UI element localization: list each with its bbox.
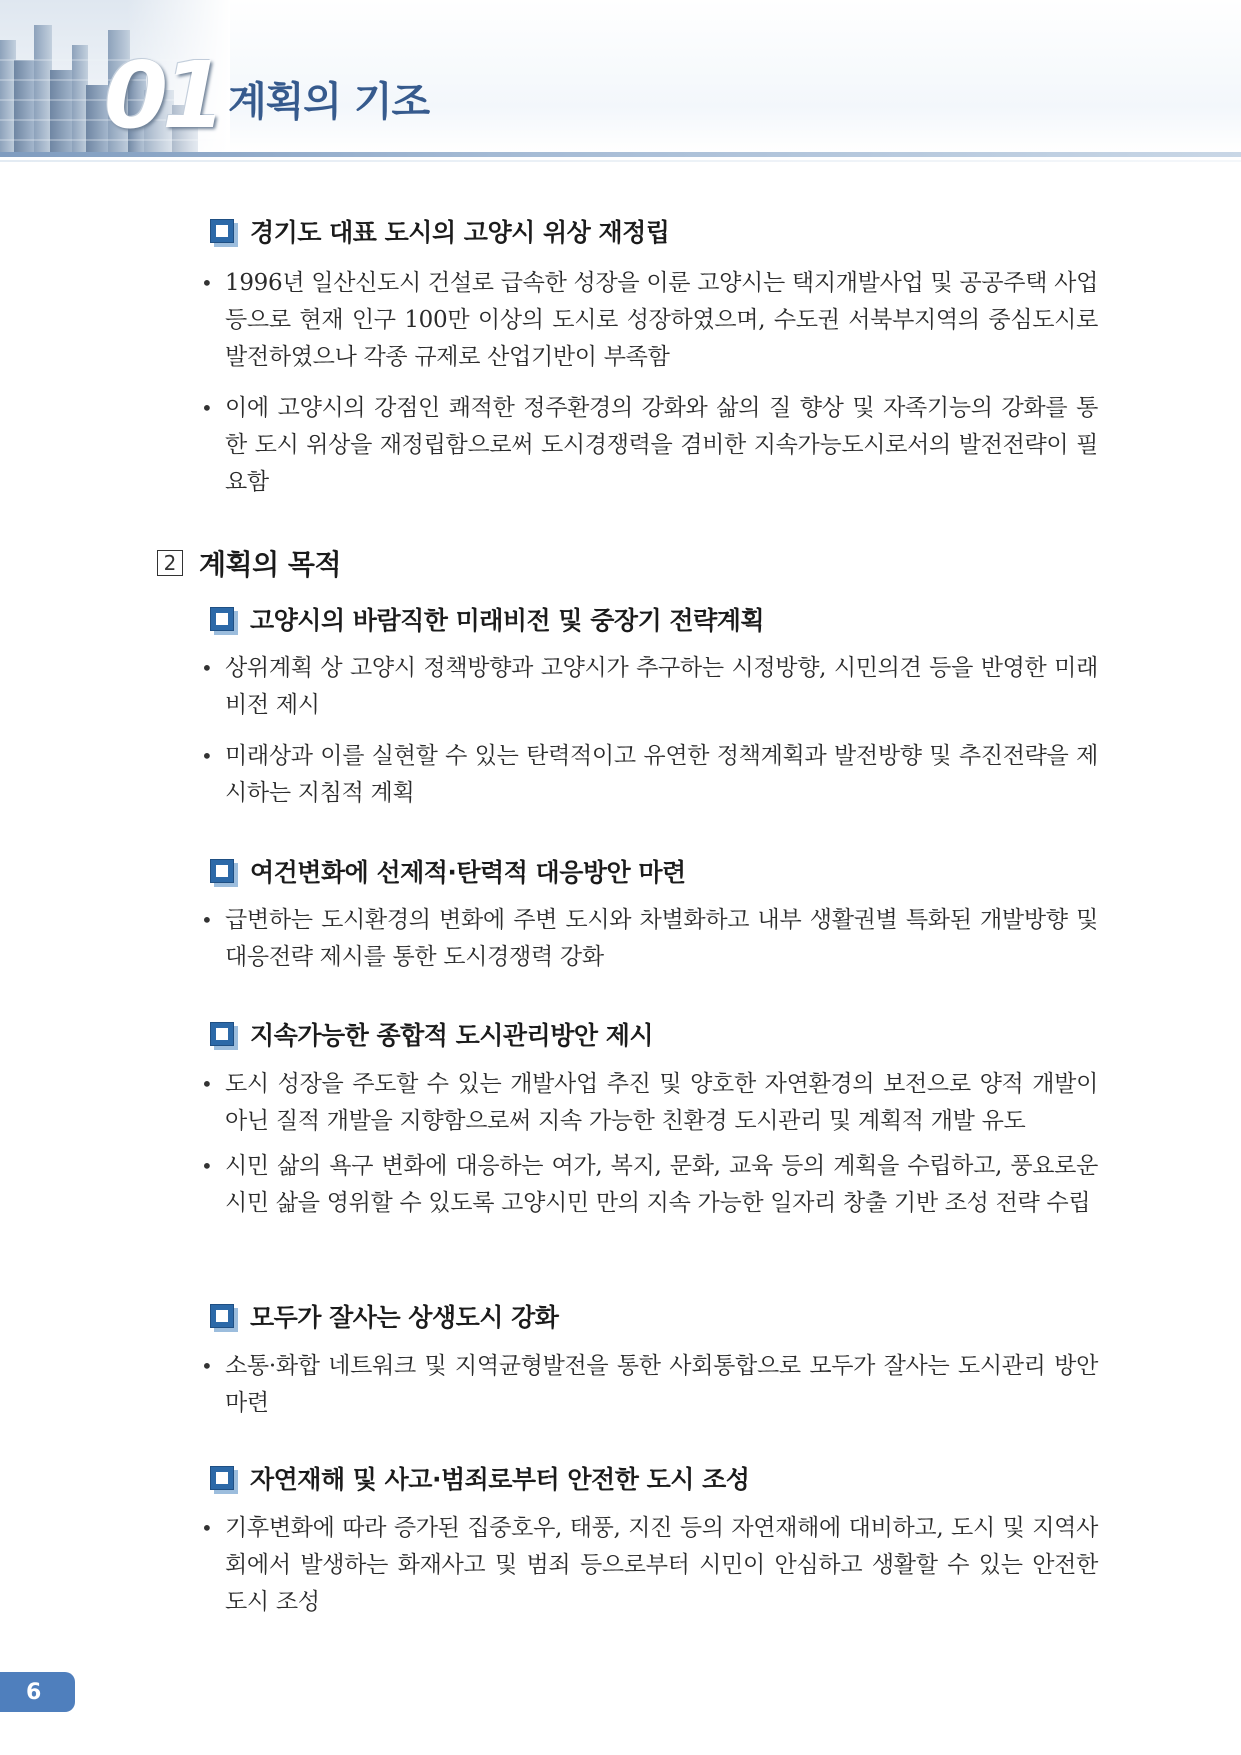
page-header [0, 0, 1241, 160]
bullet-item [201, 1066, 1098, 1140]
square-bullet-icon [210, 1466, 234, 1490]
bullet-dot-icon: • [201, 656, 213, 680]
bullet-item [201, 1510, 1098, 1621]
square-bullet-icon [210, 219, 234, 243]
bullet-text: 1996년 일산신도시 건설로 급속한 성장을 이룬 고양시는 택지개발사업 및 공공주택 사업 등으로 현재 인구 100만 이상의 도시로 성장하였으며, 수도권 서북부지역의 중심도시로 발전하였으나 각종 규제로 산업기반이 부족함 [225, 270, 1098, 370]
subheading [210, 1298, 558, 1334]
section-number-box: 2 [157, 550, 183, 576]
bullet-text: 이에 고양시의 강점인 쾌적한 정주환경의 강화와 삶의 질 향상 및 자족기능의 강화를 통한 도시 위상을 재정립함으로써 도시경쟁력을 겸비한 지속가능도시로서의 발전전략이 필요함 [225, 395, 1098, 495]
bullet-dot-icon: • [201, 908, 213, 932]
subheading-text: 자연재해 및 사고·범죄로부터 안전한 도시 조성 [250, 1465, 750, 1494]
header-rule [0, 152, 1241, 157]
bullet-text: 미래상과 이를 실현할 수 있는 탄력적이고 유연한 정책계획과 발전방향 및 추진전략을 제시하는 지침적 계획 [225, 743, 1098, 806]
section-heading-text: 계획의 목적 [199, 548, 341, 581]
section-heading [157, 543, 341, 583]
bullet-item [201, 1348, 1098, 1422]
square-bullet-icon [210, 859, 234, 883]
bullet-item [201, 1148, 1098, 1222]
subheading [210, 1016, 653, 1052]
bullet-dot-icon: • [201, 271, 213, 295]
bullet-item [201, 738, 1098, 812]
square-bullet-icon [210, 1022, 234, 1046]
bullet-text: 급변하는 도시환경의 변화에 주변 도시와 차별화하고 내부 생활권별 특화된 개발방향 및 대응전략 제시를 통한 도시경쟁력 강화 [225, 907, 1098, 970]
subheading [210, 601, 764, 637]
square-bullet-icon [210, 1304, 234, 1328]
bullet-dot-icon: • [201, 1516, 213, 1540]
subheading-text: 고양시의 바람직한 미래비전 및 중장기 전략계획 [250, 606, 765, 635]
subheading-text: 경기도 대표 도시의 고양시 위상 재정립 [250, 218, 670, 247]
bullet-dot-icon: • [201, 744, 213, 768]
bullet-dot-icon: • [201, 396, 213, 420]
bullet-text: 상위계획 상 고양시 정책방향과 고양시가 추구하는 시정방향, 시민의견 등을 반영한 미래비전 제시 [225, 655, 1098, 718]
bullet-text: 도시 성장을 주도할 수 있는 개발사업 추진 및 양호한 자연환경의 보전으로 양적 개발이 아닌 질적 개발을 지향함으로써 지속 가능한 친환경 도시관리 및 계획적 개발 유도 [225, 1071, 1098, 1134]
bullet-item [201, 265, 1098, 376]
bullet-item [201, 650, 1098, 724]
bullet-item [201, 902, 1098, 976]
subheading-text: 지속가능한 종합적 도시관리방안 제시 [250, 1021, 654, 1050]
bullet-text: 기후변화에 따라 증가된 집중호우, 태풍, 지진 등의 자연재해에 대비하고, 도시 및 지역사회에서 발생하는 화재사고 및 범죄 등으로부터 시민이 안심하고 생활할 수 있는 안전한 도시 조성 [225, 1515, 1098, 1615]
subheading [210, 213, 669, 249]
subheading [210, 1460, 749, 1496]
page-number: 6 [26, 1680, 42, 1705]
square-bullet-icon [210, 607, 234, 631]
subheading-text: 모두가 잘사는 상생도시 강화 [250, 1303, 559, 1332]
bullet-text: 시민 삶의 욕구 변화에 대응하는 여가, 복지, 문화, 교육 등의 계획을 수립하고, 풍요로운 시민 삶을 영위할 수 있도록 고양시민 만의 지속 가능한 일자리 창출 기반 조성 전략 수립 [225, 1153, 1098, 1216]
bullet-text: 소통·화합 네트워크 및 지역균형발전을 통한 사회통합으로 모두가 잘사는 도시관리 방안 마련 [225, 1353, 1098, 1416]
subheading-text: 여건변화에 선제적·탄력적 대응방안 마련 [250, 858, 686, 887]
bullet-item [201, 390, 1098, 501]
subheading [210, 853, 686, 889]
chapter-number: 01 [104, 42, 221, 149]
bullet-dot-icon: • [201, 1072, 213, 1096]
bullet-dot-icon: • [201, 1154, 213, 1178]
chapter-title: 계획의 기조 [228, 79, 430, 125]
header-rule-shadow [0, 160, 1241, 162]
bullet-dot-icon: • [201, 1354, 213, 1378]
